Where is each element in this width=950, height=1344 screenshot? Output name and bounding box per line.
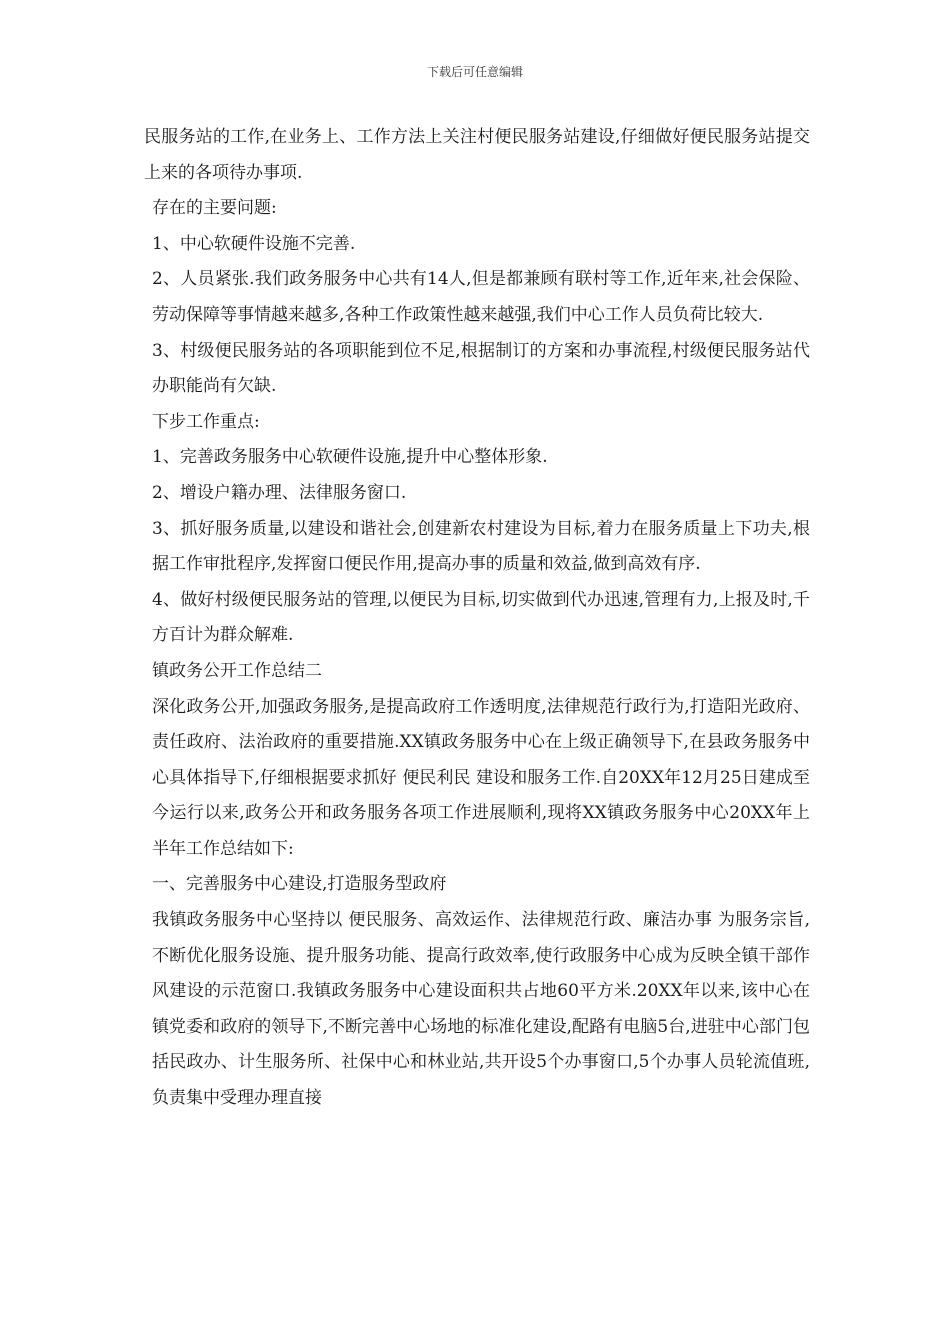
problem-item-3: 3、村级便民服务站的各项职能到位不足,根据制订的方案和办事流程,村级便民服务站代办职能尚有欠缺. <box>152 340 810 397</box>
next-step-item-2: 2、增设户籍办理、法律服务窗口. <box>152 482 407 503</box>
document-body <box>144 120 810 1117</box>
section-title-summary-2: 镇政务公开工作总结二 <box>152 660 322 681</box>
problem-item-2: 2、人员紧张.我们政务服务中心共有14人,但是都兼顾有联村等工作,近年来,社会保险、劳动保障等事情越来越多,各种工作政策性越来越强,我们中心工作人员负荷比较大. <box>152 269 810 325</box>
next-step-item-3: 3、抓好服务质量,以建设和谐社会,创建新农村建设为目标,着力在服务质量上下功夫,根据工作审批程序,发挥窗口便民作用,提高办事的质量和效益,做到高效有序. <box>152 518 810 575</box>
heading-next-steps: 下步工作重点: <box>152 411 260 432</box>
paragraph-continuation: 民服务站的工作,在业务上、工作方法上关注村便民服务站建设,仔细做好便民服务站提交上来的各项待办事项. <box>144 127 810 183</box>
problem-item-1: 1、中心软硬件设施不完善. <box>152 233 356 254</box>
next-step-item-1: 1、完善政务服务中心软硬件设施,提升中心整体形象. <box>152 447 548 468</box>
next-step-item-4: 4、做好村级便民服务站的管理,以便民为目标,切实做到代办迅速,管理有力,上报及时,千方百计为群众解难. <box>152 589 810 646</box>
heading-section-1: 一、完善服务中心建设,打造服务型政府 <box>152 874 447 895</box>
paragraph-intro: 深化政务公开,加强政务服务,是提高政府工作透明度,法律规范行政行为,打造阳光政府、责任政府、法治政府的重要措施.XX镇政务服务中心在上级正确领导下,在县政务服务中心具体指导下,仔细根据要求抓好 便民利民 建设和服务工作.自20XX年12月25日建成至今运行以来,政务公开和政务服务各项工作进展顺利,现将XX镇政务服务中心20XX年上半年工作总结如下: <box>152 696 810 859</box>
page-header: 下载后可任意编辑 <box>426 65 523 79</box>
paragraph-section-1-body: 我镇政务服务中心坚持以 便民服务、高效运作、法律规范行政、廉洁办事 为服务宗旨,不断优化服务设施、提升服务功能、提高行政效率,使行政服务中心成为反映全镇干部作风建设的示范窗口.我镇政务服务中心建设面积共占地60平方米.20XX年以来,该中心在镇党委和政府的领导下,不断完善中心场地的标准化建设,配路有电脑5台,进驻中心部门包括民政办、计生服务所、社保中心和林业站,共开设5个办事窗口,5个办事人员轮流值班,负责集中受理办理直接 <box>152 910 810 1109</box>
heading-main-problems: 存在的主要问题: <box>152 198 277 219</box>
